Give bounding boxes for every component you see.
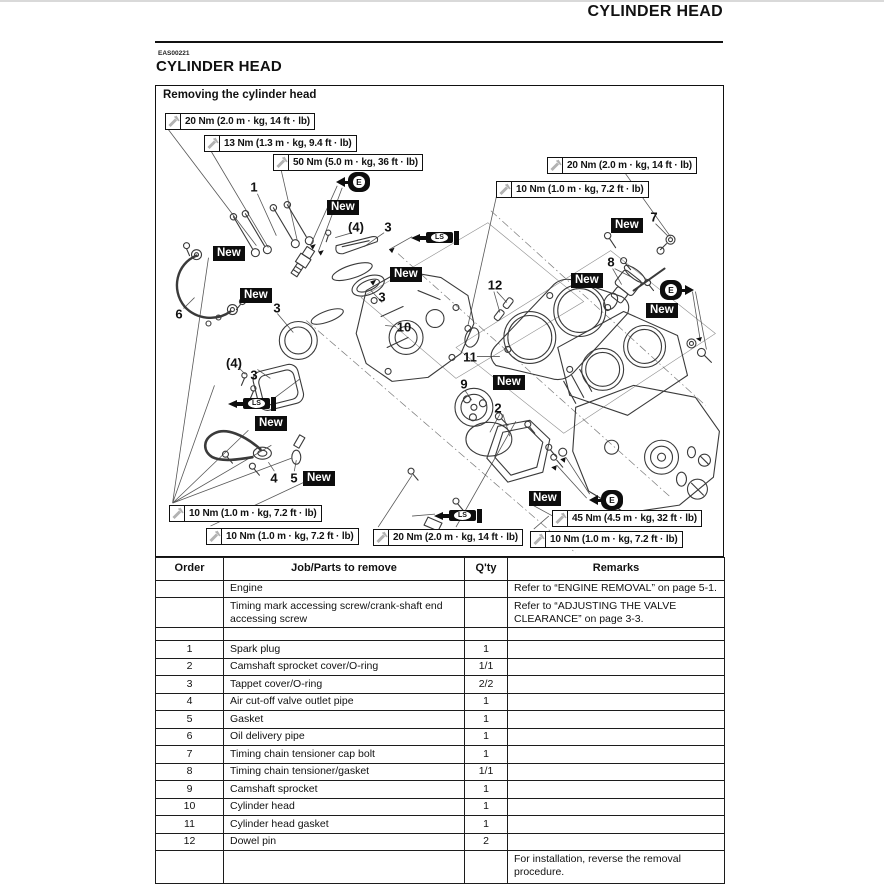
new-badge: New — [571, 273, 603, 288]
torque-value: 10 Nm (1.0 m · kg, 7.2 ft · lb) — [516, 184, 644, 195]
table-row — [156, 833, 725, 851]
cell-qty: 1 — [465, 816, 508, 834]
torque-label — [530, 531, 683, 548]
torque-value: 50 Nm (5.0 m · kg, 36 ft · lb) — [293, 157, 418, 168]
cell-job — [224, 851, 465, 884]
wrench-icon — [274, 155, 289, 170]
cell-job: Timing chain tensioner cap bolt — [224, 746, 465, 764]
torque-value: 45 Nm (4.5 m · kg, 32 ft · lb) — [572, 513, 697, 524]
cell-remarks — [508, 781, 725, 799]
torque-label — [552, 510, 702, 527]
grease-icon — [434, 508, 486, 523]
torque-label — [273, 154, 423, 171]
table-row — [156, 816, 725, 834]
torque-label — [373, 529, 523, 546]
torque-value: 13 Nm (1.3 m · kg, 9.4 ft · lb) — [224, 138, 352, 149]
cell-qty: 1/1 — [465, 763, 508, 781]
table-row — [156, 746, 725, 764]
cell-qty: 2 — [465, 833, 508, 851]
wrench-icon — [374, 530, 389, 545]
engine-oil-icon — [660, 280, 694, 300]
cylinder-block-drawing — [558, 312, 688, 416]
new-badge: New — [240, 288, 272, 303]
table-row — [156, 711, 725, 729]
wrench-icon — [170, 506, 185, 521]
header-rule — [155, 41, 723, 43]
oil-letter: E — [606, 494, 618, 506]
part-callout: 10 — [396, 319, 412, 335]
wrench-icon — [553, 511, 568, 526]
engine-oil-icon — [589, 490, 623, 510]
cell-qty — [465, 598, 508, 628]
cell-qty: 1 — [465, 693, 508, 711]
new-badge: New — [255, 416, 287, 431]
cell-qty: 1 — [465, 641, 508, 659]
cell-order: 7 — [156, 746, 224, 764]
cell-remarks: For installation, reverse the removal procedure. — [508, 851, 725, 884]
oil-letter: E — [665, 284, 677, 296]
torque-label — [547, 157, 697, 174]
section-code: EAS00221 — [158, 50, 190, 57]
section-title: CYLINDER HEAD — [156, 58, 282, 75]
part-callout: 2 — [494, 400, 502, 416]
table-row — [156, 851, 725, 884]
new-badge: New — [303, 471, 335, 486]
new-badge: New — [327, 200, 359, 215]
part-callout: 3 — [378, 289, 386, 305]
scan-artifact — [0, 0, 884, 2]
cell-qty: 2/2 — [465, 676, 508, 694]
cell-qty — [465, 851, 508, 884]
part-callout: 3 — [384, 219, 392, 235]
new-badge: New — [213, 246, 245, 261]
cell-qty: 1 — [465, 781, 508, 799]
grease-letters: LS — [431, 233, 448, 242]
cell-order: 10 — [156, 798, 224, 816]
part-callout: 7 — [650, 209, 658, 225]
cell-job: Camshaft sprocket cover/O-ring — [224, 658, 465, 676]
cell-job: Dowel pin — [224, 833, 465, 851]
cell-order — [156, 628, 224, 641]
new-badge: New — [390, 267, 422, 282]
cell-job: Air cut-off valve outlet pipe — [224, 693, 465, 711]
cell-remarks — [508, 728, 725, 746]
grease-letters: LS — [454, 511, 471, 520]
cell-order: 1 — [156, 641, 224, 659]
cell-remarks — [508, 798, 725, 816]
cell-qty: 1 — [465, 711, 508, 729]
cell-remarks — [508, 658, 725, 676]
part-callout: 6 — [175, 306, 183, 322]
cell-order — [156, 598, 224, 628]
part-callout: 11 — [463, 349, 477, 365]
cell-order — [156, 851, 224, 884]
table-row — [156, 763, 725, 781]
torque-value: 20 Nm (2.0 m · kg, 14 ft · lb) — [185, 116, 310, 127]
torque-label — [496, 181, 649, 198]
head-gasket-drawing — [491, 279, 629, 379]
wrench-icon — [205, 136, 220, 151]
grease-icon — [411, 230, 463, 245]
cell-qty: 1 — [465, 746, 508, 764]
part-callout: (4) — [348, 219, 364, 235]
cell-job: Timing mark accessing screw/crank-shaft end accessing screw — [224, 598, 465, 628]
torque-label — [206, 528, 359, 545]
wrench-icon — [207, 529, 222, 544]
cell-remarks — [508, 676, 725, 694]
part-callout: 3 — [250, 367, 258, 383]
cell-remarks — [508, 763, 725, 781]
cell-job: Tappet cover/O-ring — [224, 676, 465, 694]
part-callout: 4 — [270, 470, 278, 486]
cell-job: Gasket — [224, 711, 465, 729]
new-badge: New — [493, 375, 525, 390]
spark-plug-drawing — [289, 246, 316, 278]
cell-order: 12 — [156, 833, 224, 851]
part-callout: 12 — [487, 277, 503, 293]
cell-remarks — [508, 746, 725, 764]
table-row — [156, 728, 725, 746]
col-header-order: Order — [156, 558, 224, 581]
torque-label — [204, 135, 357, 152]
cell-order: 8 — [156, 763, 224, 781]
table-row — [156, 628, 725, 641]
cell-order: 11 — [156, 816, 224, 834]
table-row — [156, 781, 725, 799]
cell-remarks — [508, 628, 725, 641]
cell-remarks — [508, 816, 725, 834]
grease-letters: LS — [248, 399, 265, 408]
table-row — [156, 798, 725, 816]
figure-caption: Removing the cylinder head — [163, 89, 317, 101]
col-header-job: Job/Parts to remove — [224, 558, 465, 581]
torque-value: 10 Nm (1.0 m · kg, 7.2 ft · lb) — [550, 534, 678, 545]
col-header-remarks: Remarks — [508, 558, 725, 581]
engine-oil-icon — [336, 172, 370, 192]
col-header-qty: Q'ty — [465, 558, 508, 581]
cell-remarks — [508, 711, 725, 729]
cell-remarks — [508, 693, 725, 711]
cell-order: 3 — [156, 676, 224, 694]
torque-value: 10 Nm (1.0 m · kg, 7.2 ft · lb) — [226, 531, 354, 542]
new-badge: New — [611, 218, 643, 233]
cell-order: 2 — [156, 658, 224, 676]
table-row — [156, 693, 725, 711]
cell-qty — [465, 581, 508, 598]
table-row — [156, 598, 725, 628]
new-badge: New — [646, 303, 678, 318]
page-header-title: CYLINDER HEAD — [587, 3, 723, 20]
torque-value: 10 Nm (1.0 m · kg, 7.2 ft · lb) — [189, 508, 317, 519]
wrench-icon — [166, 114, 181, 129]
torque-label — [169, 505, 322, 522]
cell-job — [224, 628, 465, 641]
cell-remarks: Refer to “ENGINE REMOVAL” on page 5-1. — [508, 581, 725, 598]
cell-job: Cylinder head — [224, 798, 465, 816]
table-row — [156, 581, 725, 598]
wrench-icon — [497, 182, 512, 197]
oil-letter: E — [353, 176, 365, 188]
part-callout: 8 — [607, 254, 615, 270]
cell-order: 9 — [156, 781, 224, 799]
wrench-icon — [548, 158, 563, 173]
cell-job: Timing chain tensioner/gasket — [224, 763, 465, 781]
wrench-icon — [531, 532, 546, 547]
cell-job: Engine — [224, 581, 465, 598]
cell-qty: 1/1 — [465, 658, 508, 676]
cell-order — [156, 581, 224, 598]
cell-order: 6 — [156, 728, 224, 746]
new-badge: New — [529, 491, 561, 506]
exploded-view-figure — [155, 85, 724, 557]
table-row — [156, 641, 725, 659]
air-pipe-drawing — [205, 431, 305, 475]
part-callout: (4) — [226, 355, 242, 371]
torque-value: 20 Nm (2.0 m · kg, 14 ft · lb) — [567, 160, 692, 171]
torque-label — [165, 113, 315, 130]
cell-order: 5 — [156, 711, 224, 729]
part-callout: 5 — [290, 470, 298, 486]
cell-job: Oil delivery pipe — [224, 728, 465, 746]
part-callout: 3 — [273, 300, 281, 316]
part-callout: 9 — [460, 376, 468, 392]
table-row — [156, 676, 725, 694]
cell-remarks — [508, 833, 725, 851]
cell-qty: 1 — [465, 728, 508, 746]
cell-remarks — [508, 641, 725, 659]
cell-qty — [465, 628, 508, 641]
parts-table — [155, 557, 724, 884]
cell-job: Camshaft sprocket — [224, 781, 465, 799]
table-row — [156, 658, 725, 676]
cell-order: 4 — [156, 693, 224, 711]
cell-job: Spark plug — [224, 641, 465, 659]
cell-remarks: Refer to “ADJUSTING THE VALVE CLEARANCE” on page 3-3. — [508, 598, 725, 628]
cell-job: Cylinder head gasket — [224, 816, 465, 834]
torque-value: 20 Nm (2.0 m · kg, 14 ft · lb) — [393, 532, 518, 543]
grease-icon — [228, 396, 280, 411]
part-callout: 1 — [250, 179, 258, 195]
cell-qty: 1 — [465, 798, 508, 816]
